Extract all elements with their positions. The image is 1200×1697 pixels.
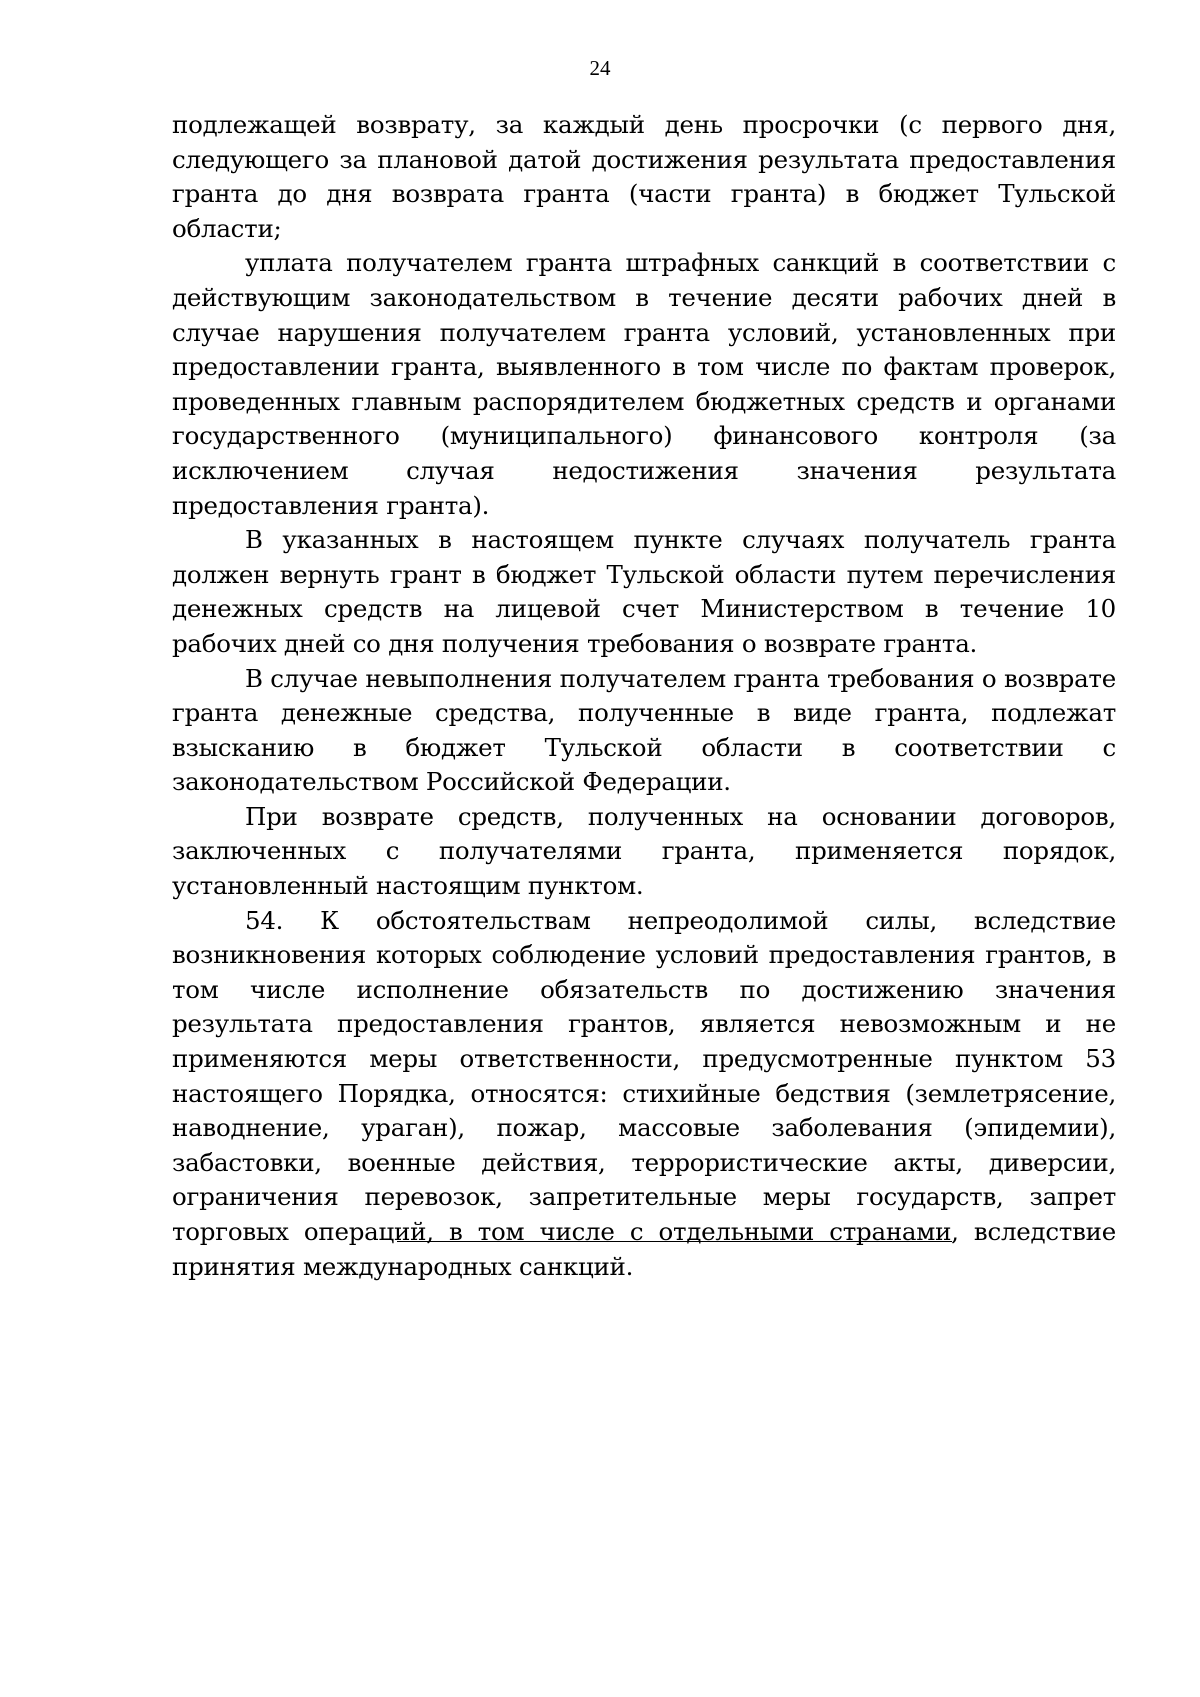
paragraph-grant-return: В указанных в настоящем пункте случаях получатель гранта должен вернуть грант в бюджет Тульской области путем перечисления денежных средств на лицевой счет Министерством в течение 10 рабочих дней со дня получения требования о возврате гранта. [172,525,1116,658]
paragraph-force-majeure: 54. К обстоятельствам непреодолимой силы, вследствие возникновения которых соблюдение условий предоставления грантов, в том числе исполнение обязательств по достижению значения результата предоставления грантов, является невозможным и не применяются меры ответственности, предусмотренные пунктом 53 настоящего Порядка, относятся: стихийные бедствия (землетрясение, наводнение, ураган), пожар, массовые заболевания (эпидемии), забастовки, военные действия, террористические акты, диверсии, ограничения перевозок, запретительные меры государств, запрет торговых операций, в том числе с отдельными странами, вследствие принятия международных санкций. [172,905,1116,1281]
paragraph-non-compliance: В случае невыполнения получателем гранта требования о возврате гранта денежные средства, полученные в виде гранта, подлежат взысканию в бюджет Тульской области в соответствии с законодательством Российской Федерации. [172,663,1116,797]
document-body [172,108,1116,1284]
end-of-document-rule [397,1241,952,1242]
paragraph-continuation: подлежащей возврату, за каждый день просрочки (с первого дня, следующего за плановой датой достижения результата предоставления гранта до дня возврата гранта (части гранта) в бюджет Тульской области; [172,110,1116,243]
page-number: 24 [589,56,611,80]
paragraph-contract-return: При возврате средств, полученных на основании договоров, заключенных с получателями гранта, применяется порядок, установленный настоящим пунктом. [172,801,1116,901]
paragraph-penalty-payment: уплата получателем гранта штрафных санкций в соответствии с действующим законодательством в течение десяти рабочих дней в случае нарушения получателем гранта условий, установленных при предоставлении гранта, выявленного в том числе по фактам проверок, проведенных главным распорядителем бюджетных средств и органами государственного (муниципального) финансового контроля (за исключением случая недостижения значения результата предоставления гранта). [172,248,1116,520]
